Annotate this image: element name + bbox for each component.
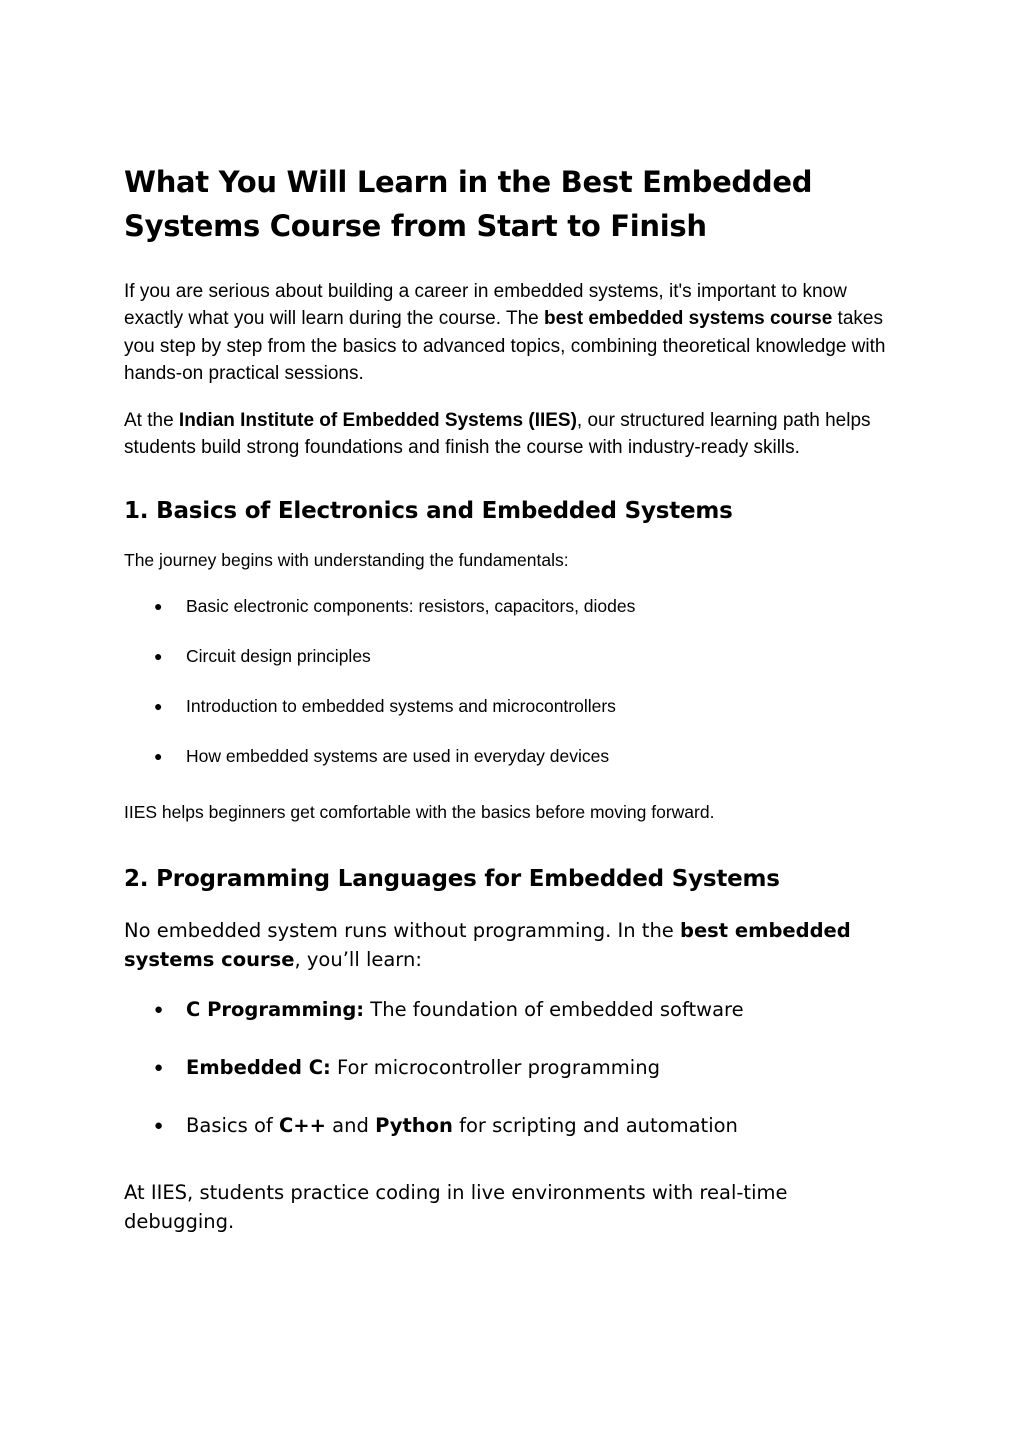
section-2-list xyxy=(124,995,894,1140)
page-title: What You Will Learn in the Best Embedded Systems Course from Start to Finish xyxy=(124,165,813,243)
item-term: C Programming: xyxy=(186,997,365,1021)
item-term: C++ xyxy=(278,1113,326,1137)
item-term: Embedded C: xyxy=(186,1055,331,1079)
intro-emphasis: best embedded systems course xyxy=(543,308,833,330)
institute-name: Indian Institute of Embedded Systems (IIES) xyxy=(178,410,577,432)
section-1-heading: 1. Basics of Electronics and Embedded Systems xyxy=(124,497,733,524)
intro-text: , our structured learning path helps students build strong foundations and finish the course with industry-ready skills. xyxy=(124,410,871,459)
list-item: ● Basic electronic components: resistors, capacitors, diodes xyxy=(124,594,894,618)
section-2-heading: 2. Programming Languages for Embedded Systems xyxy=(124,865,780,892)
item-text: The foundation of embedded software xyxy=(364,997,744,1021)
list-item xyxy=(124,1053,894,1082)
list-item xyxy=(124,1111,894,1140)
lead-text: No embedded system runs without programming. In the xyxy=(124,918,680,942)
item-text: for scripting and automation xyxy=(452,1113,738,1137)
intro-paragraph-2 xyxy=(124,407,894,462)
article xyxy=(124,160,894,1236)
item-text: and xyxy=(325,1113,376,1137)
section-2-closing: At IIES, students practice coding in live environments with real-time debugging. xyxy=(124,1180,788,1233)
intro-paragraph-1 xyxy=(124,278,894,387)
list-item: ● Circuit design principles xyxy=(124,644,894,668)
intro-text: takes you step by step from the basics to advanced topics, combining theoretical knowledge with hands-on practical sessions. xyxy=(124,308,886,384)
section-1-list xyxy=(124,594,894,768)
intro-text: If you are serious about building a career in embedded systems, it's important to know exactly what you will learn during the course. The xyxy=(124,281,847,330)
list-item: ● Introduction to embedded systems and microcontrollers xyxy=(124,694,894,718)
list-item xyxy=(124,995,894,1024)
item-text: For microcontroller programming xyxy=(330,1055,660,1079)
section-1-closing: IIES helps beginners get comfortable with the basics before moving forward. xyxy=(124,801,715,822)
list-item: ● How embedded systems are used in everyday devices xyxy=(124,744,894,768)
lead-text: , you’ll learn: xyxy=(294,947,422,971)
item-text: Basics of xyxy=(186,1113,279,1137)
lead-emphasis: best embedded systems course xyxy=(124,918,851,971)
item-term: Python xyxy=(375,1113,453,1137)
section-1-lead: The journey begins with understanding the fundamentals: xyxy=(124,549,569,570)
section-2-lead xyxy=(124,916,894,974)
intro-text: At the xyxy=(124,410,179,432)
